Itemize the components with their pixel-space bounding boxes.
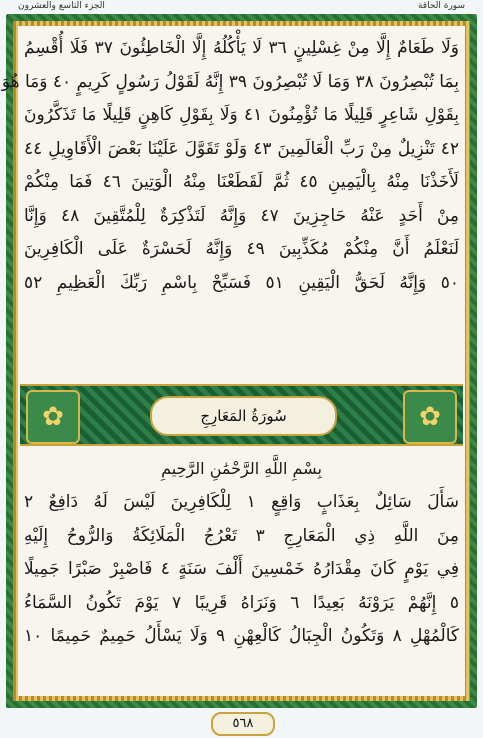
verse-line: بِقَوْلِ شَاعِرٍ قَلِيلًا مَا تُؤْمِنُونَ ٤١ وَلَا بِقَوْلِ كَاهِنٍ قَلِيلًا مَا تَذَكَّرُونَ bbox=[24, 105, 460, 125]
verse-line: مِنْ أَحَدٍ عَنْهُ حَاجِزِينَ ٤٧ وَإِنَّهُ لَتَذْكِرَةٌ لِلْمُتَّقِينَ ٤٨ وَإِنَّا bbox=[24, 205, 459, 226]
verse-line: ٥٠ وَإِنَّهُ لَحَقُّ الْيَقِينِ ٥١ فَسَبِّحْ بِاسْمِ رَبِّكَ الْعَظِيمِ ٥٢ bbox=[24, 272, 459, 293]
surah-header-band bbox=[20, 384, 463, 446]
verse-line: لَنَعْلَمُ أَنَّ مِنْكُمْ مُكَذِّبِينَ ٤٩ وَإِنَّهُ لَحَسْرَةٌ عَلَى الْكَافِرِينَ bbox=[24, 239, 460, 259]
juz-label: الجزء التاسع والعشرون bbox=[18, 1, 105, 11]
verse-line: ٤٢ تَنْزِيلٌ مِنْ رَبِّ الْعَالَمِينَ ٤٣ وَلَوْ تَقَوَّلَ عَلَيْنَا بَعْضَ الْأَقَاوِيلِ ٤٤ bbox=[24, 138, 459, 159]
verse-line: بِمَا تُبْصِرُونَ ٣٨ وَمَا لَا تُبْصِرُونَ ٣٩ إِنَّهُ لَقَوْلُ رَسُولٍ كَرِيمٍ ٤٠ وَمَا هُوَ bbox=[1, 71, 459, 92]
ornament-icon: ✿ bbox=[26, 390, 80, 444]
page-footer bbox=[0, 708, 483, 738]
ornament-icon: ✿ bbox=[403, 390, 457, 444]
page-header bbox=[0, 0, 483, 14]
verse-line: مِنَ اللَّهِ ذِي الْمَعَارِجِ ٣ تَعْرُجُ الْمَلَائِكَةُ وَالرُّوحُ إِلَيْهِ bbox=[24, 525, 459, 546]
verse-line: ٥ إِنَّهُمْ يَرَوْنَهُ بَعِيدًا ٦ وَنَرَاهُ قَرِيبًا ٧ يَوْمَ تَكُونُ السَّمَاءُ bbox=[24, 592, 459, 613]
verse-line: وَلَا طَعَامٌ إِلَّا مِنْ غِسْلِينٍ ٣٦ لَا يَأْكُلُهُ إِلَّا الْخَاطِئُونَ ٣٧ فَلَا أُقْسِمُ bbox=[24, 38, 459, 58]
top-verse-block bbox=[1, 32, 460, 300]
surah-label: سورة الحاقة bbox=[417, 1, 465, 11]
verse-line: كَالْمُهْلِ ٨ وَتَكُونُ الْجِبَالُ كَالْعِهْنِ ٩ وَلَا يَسْأَلُ حَمِيمٌ حَمِيمًا ١٠ bbox=[24, 626, 459, 646]
basmala: بِسْمِ اللَّهِ الرَّحْمَٰنِ الرَّحِيمِ bbox=[161, 459, 322, 478]
verse-line: لَأَخَذْنَا مِنْهُ بِالْيَمِينِ ٤٥ ثُمَّ لَقَطَعْنَا مِنْهُ الْوَتِينَ ٤٦ فَمَا مِنْكُمْ bbox=[24, 172, 459, 192]
surah-title: سُورَةُ المَعَارِجِ bbox=[150, 396, 337, 436]
page-number: ٥٦٨ bbox=[211, 712, 275, 736]
verse-line: سَأَلَ سَائِلٌ بِعَذَابٍ وَاقِعٍ ١ لِلْكَافِرِينَ لَيْسَ لَهُ دَافِعٌ ٢ bbox=[24, 492, 459, 512]
bottom-verse-block bbox=[24, 452, 459, 654]
verse-line: فِي يَوْمٍ كَانَ مِقْدَارُهُ خَمْسِينَ أَلْفَ سَنَةٍ ٤ فَاصْبِرْ صَبْرًا جَمِيلًا bbox=[24, 559, 459, 579]
